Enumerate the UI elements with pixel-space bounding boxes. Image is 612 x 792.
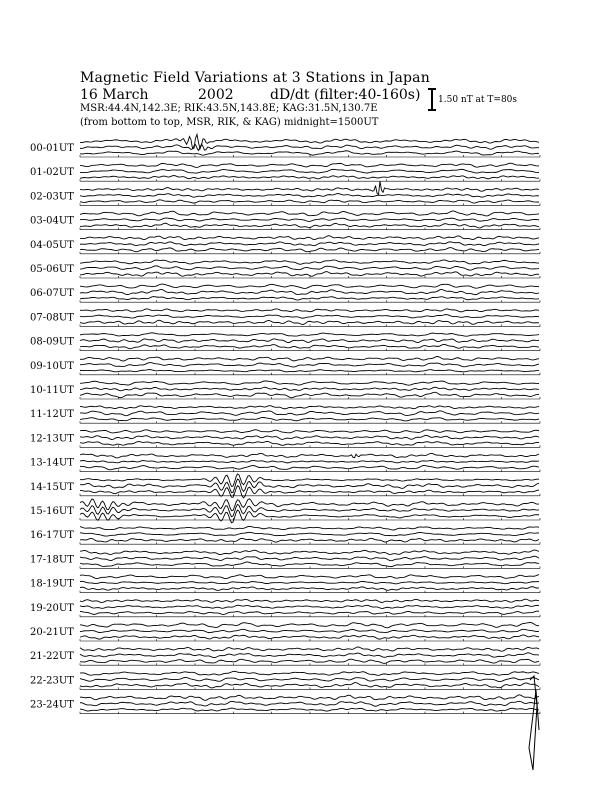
late-spike-trace xyxy=(529,676,539,770)
trace-03-04UT-2 xyxy=(80,218,539,221)
trace-22-23UT-1 xyxy=(80,671,539,675)
trace-13-14UT-3 xyxy=(80,466,539,470)
trace-19-20UT-2 xyxy=(80,605,539,608)
trace-23-24UT-1 xyxy=(80,695,539,700)
date-year: 2002 xyxy=(198,87,234,103)
row-label-06-07UT: 06-07UT xyxy=(30,288,74,300)
trace-08-09UT-2 xyxy=(80,339,539,343)
trace-22-23UT-3 xyxy=(80,683,539,688)
row-label-12-13UT: 12-13UT xyxy=(30,433,74,445)
trace-08-09UT-1 xyxy=(80,333,539,336)
trace-12-13UT-3 xyxy=(80,441,539,445)
trace-16-17UT-1 xyxy=(80,526,539,530)
trace-20-21UT-3 xyxy=(80,635,539,639)
trace-03-04UT-3 xyxy=(80,223,539,228)
trace-22-23UT-2 xyxy=(80,678,539,682)
trace-09-10UT-1 xyxy=(80,357,539,361)
trace-07-08UT-1 xyxy=(80,309,539,312)
trace-13-14UT-2 xyxy=(80,460,539,462)
trace-17-18UT-1 xyxy=(80,550,539,555)
date-day: 16 March xyxy=(80,87,149,103)
trace-18-19UT-3 xyxy=(80,587,539,591)
row-label-01-02UT: 01-02UT xyxy=(30,167,74,179)
row-label-08-09UT: 08-09UT xyxy=(30,336,74,348)
trace-00-01UT-1 xyxy=(80,134,539,148)
trace-05-06UT-1 xyxy=(80,260,539,264)
trace-19-20UT-3 xyxy=(80,611,539,614)
row-label-17-18UT: 17-18UT xyxy=(30,554,74,566)
trace-09-10UT-2 xyxy=(80,363,539,368)
trace-02-03UT-3 xyxy=(80,200,539,203)
trace-02-03UT-2 xyxy=(80,194,539,198)
trace-10-11UT-2 xyxy=(80,387,539,391)
row-label-00-01UT: 00-01UT xyxy=(30,143,74,154)
trace-16-17UT-2 xyxy=(80,532,539,536)
trace-16-17UT-3 xyxy=(80,538,539,542)
trace-20-21UT-2 xyxy=(80,629,539,632)
chart-title: Magnetic Field Variations at 3 Stations in Japan xyxy=(80,70,430,86)
trace-11-12UT-2 xyxy=(80,411,539,416)
trace-01-02UT-1 xyxy=(80,163,539,167)
row-label-14-15UT: 14-15UT xyxy=(30,481,74,493)
row-label-19-20UT: 19-20UT xyxy=(30,602,74,614)
trace-04-05UT-2 xyxy=(80,242,539,246)
trace-12-13UT-1 xyxy=(80,430,539,433)
trace-04-05UT-1 xyxy=(80,236,539,240)
trace-11-12UT-3 xyxy=(80,417,539,420)
row-label-10-11UT: 10-11UT xyxy=(30,385,74,396)
trace-18-19UT-2 xyxy=(80,581,539,584)
row-label-02-03UT: 02-03UT xyxy=(30,191,74,203)
row-label-11-12UT: 11-12UT xyxy=(30,409,74,421)
trace-05-06UT-3 xyxy=(80,272,539,277)
trace-15-16UT-1 xyxy=(80,499,539,511)
row-label-16-17UT: 16-17UT xyxy=(30,530,74,542)
row-label-13-14UT: 13-14UT xyxy=(30,457,74,469)
row-label-23-24UT: 23-24UT xyxy=(30,699,74,711)
trace-15-16UT-2 xyxy=(80,504,539,516)
trace-06-07UT-3 xyxy=(80,297,539,300)
trace-05-06UT-2 xyxy=(80,266,539,270)
trace-21-22UT-3 xyxy=(80,659,539,663)
trace-00-01UT-2 xyxy=(80,144,539,150)
trace-17-18UT-2 xyxy=(80,556,539,561)
row-label-05-06UT: 05-06UT xyxy=(30,264,74,275)
row-label-22-23UT: 22-23UT xyxy=(30,675,74,687)
trace-11-12UT-1 xyxy=(80,406,539,409)
trace-08-09UT-3 xyxy=(80,344,539,348)
row-label-09-10UT: 09-10UT xyxy=(30,360,74,372)
trace-07-08UT-3 xyxy=(80,320,539,324)
trace-04-05UT-3 xyxy=(80,248,539,252)
trace-21-22UT-1 xyxy=(80,647,539,651)
trace-23-24UT-2 xyxy=(80,701,539,706)
filter-label: dD/dt (filter:40-160s) xyxy=(270,87,421,103)
station-coordinates: MSR:44.4N,142.3E; RIK:43.5N,143.8E; KAG:31.5N,130.7E xyxy=(80,103,378,114)
trace-09-10UT-3 xyxy=(80,370,539,372)
trace-07-08UT-2 xyxy=(80,315,539,319)
scale-label: 1.50 nT at T=80s xyxy=(438,95,518,105)
row-label-20-21UT: 20-21UT xyxy=(30,627,74,638)
trace-15-16UT-3 xyxy=(80,510,539,523)
trace-01-02UT-2 xyxy=(80,169,539,173)
trace-21-22UT-2 xyxy=(80,653,539,658)
row-label-03-04UT: 03-04UT xyxy=(30,215,74,227)
trace-06-07UT-2 xyxy=(80,289,539,294)
trace-20-21UT-1 xyxy=(80,622,539,627)
trace-12-13UT-2 xyxy=(80,435,539,439)
row-label-07-08UT: 07-08UT xyxy=(30,312,74,324)
trace-18-19UT-1 xyxy=(80,575,539,579)
trace-10-11UT-1 xyxy=(80,381,539,385)
row-label-18-19UT: 18-19UT xyxy=(30,578,74,590)
trace-03-04UT-1 xyxy=(80,211,539,216)
trace-00-01UT-3 xyxy=(80,151,539,155)
trace-23-24UT-3 xyxy=(80,708,539,711)
station-order-note: (from bottom to top, MSR, RIK, & KAG) midnight=1500UT xyxy=(80,117,379,128)
row-label-15-16UT: 15-16UT xyxy=(30,506,74,517)
trace-02-03UT-1 xyxy=(80,181,539,194)
row-label-04-05UT: 04-05UT xyxy=(30,239,74,251)
row-label-21-22UT: 21-22UT xyxy=(30,651,74,663)
trace-06-07UT-1 xyxy=(80,284,539,288)
trace-19-20UT-1 xyxy=(80,599,539,602)
trace-01-02UT-3 xyxy=(80,176,539,179)
trace-10-11UT-3 xyxy=(80,392,539,397)
trace-17-18UT-3 xyxy=(80,562,539,567)
trace-13-14UT-1 xyxy=(80,453,539,458)
